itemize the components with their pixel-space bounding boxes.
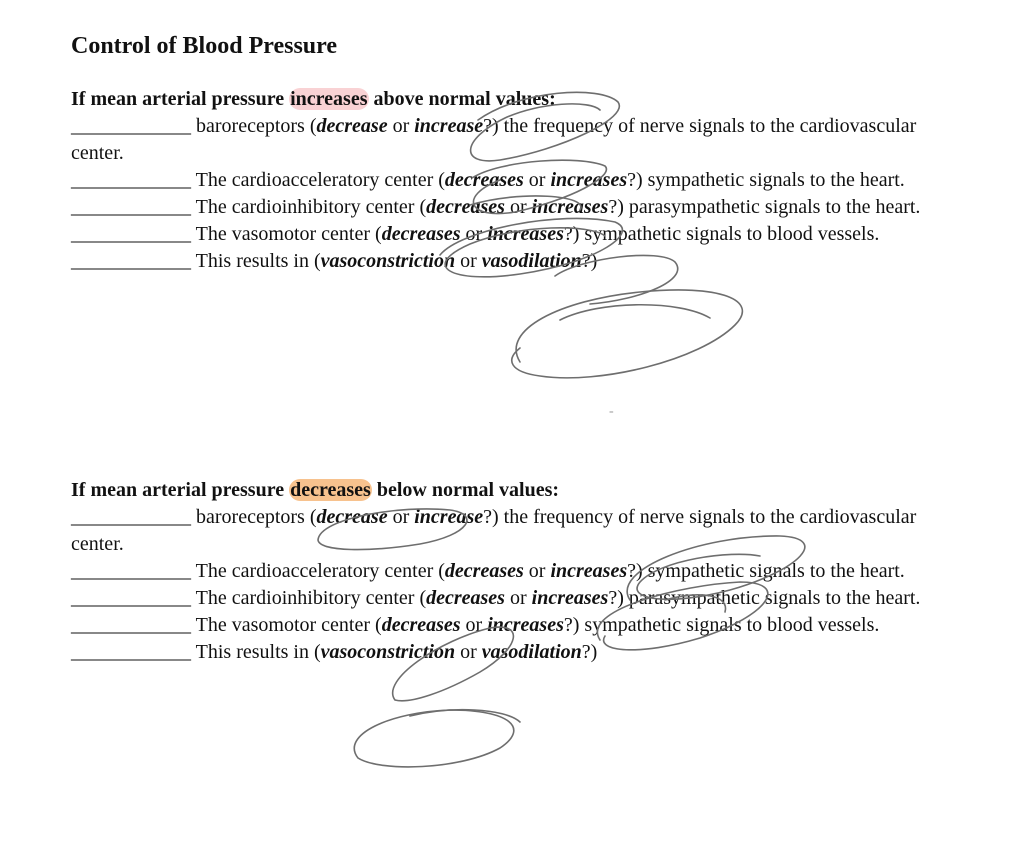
scribble-loop [410, 710, 520, 722]
option-1: decreases [444, 560, 524, 582]
highlighted-word: decreases [290, 479, 371, 501]
answer-blank[interactable]: ____________ [71, 560, 191, 582]
question-text: ?) sympathetic signals to blood vessels. [563, 223, 880, 245]
question-item [71, 504, 971, 558]
question-text: ?) sympathetic signals to the heart. [627, 560, 905, 582]
question-text: ?) sympathetic signals to blood vessels. [563, 614, 880, 636]
option-2: increase [414, 506, 484, 528]
option-2: vasodilation [481, 641, 582, 663]
answer-blank[interactable]: ____________ [71, 223, 191, 245]
heading-text: above normal values: [368, 88, 556, 110]
question-text: The vasomotor center ( [191, 223, 382, 245]
question-text: or [387, 115, 415, 137]
question-text: The vasomotor center ( [191, 614, 382, 636]
question-item [71, 113, 971, 167]
scribble-loop [560, 305, 710, 320]
question-item [71, 585, 971, 612]
page-title: Control of Blood Pressure [71, 33, 338, 59]
answer-blank[interactable]: ____________ [71, 250, 191, 272]
answer-blank[interactable]: ____________ [71, 196, 191, 218]
question-text: baroreceptors ( [191, 506, 317, 528]
question-item [71, 221, 971, 248]
question-item [71, 558, 971, 585]
question-text: or [460, 223, 488, 245]
question-text: This results in ( [191, 250, 321, 272]
heading-text: below normal values: [371, 479, 560, 501]
question-text: ?) the frequency of nerve signals to the cardiovascular center. [71, 506, 917, 555]
question-text: or [455, 250, 482, 272]
scribble-loop [512, 290, 743, 378]
highlighted-word: increases [290, 88, 368, 110]
question-text: or [504, 196, 532, 218]
question-text: The cardioacceleratory center ( [191, 169, 445, 191]
answer-blank[interactable]: ____________ [71, 115, 191, 137]
option-1: decreases [381, 223, 461, 245]
option-2: increases [531, 587, 609, 609]
question-text: The cardioinhibitory center ( [191, 196, 427, 218]
question-text: or [523, 560, 551, 582]
answer-blank[interactable]: ____________ [71, 169, 191, 191]
option-1: decrease [316, 115, 388, 137]
stray-mark: - [609, 404, 614, 419]
question-text: or [455, 641, 482, 663]
question-text: ?) the frequency of nerve signals to the cardiovascular center. [71, 115, 917, 164]
option-1: vasoconstriction [320, 250, 456, 272]
question-text: or [460, 614, 488, 636]
question-text: The cardioacceleratory center ( [191, 560, 445, 582]
heading-text: If mean arterial pressure [71, 479, 290, 501]
option-1: decreases [426, 587, 505, 609]
question-text: This results in ( [191, 641, 321, 663]
question-text: ?) [581, 250, 598, 272]
option-2: increases [550, 169, 628, 191]
question-text: ?) [581, 641, 598, 663]
question-text: baroreceptors ( [191, 115, 317, 137]
question-item [71, 167, 971, 194]
option-2: increases [487, 614, 564, 636]
question-item [71, 248, 971, 275]
option-1: decreases [444, 169, 524, 191]
section-heading [71, 477, 971, 504]
question-text: ?) parasympathetic signals to the heart. [608, 196, 921, 218]
scribble-loop [354, 710, 514, 767]
question-text: or [387, 506, 415, 528]
question-text: ?) sympathetic signals to the heart. [627, 169, 905, 191]
heading-text: If mean arterial pressure [71, 88, 290, 110]
question-item [71, 612, 971, 639]
option-2: increases [550, 560, 628, 582]
answer-blank[interactable]: ____________ [71, 614, 191, 636]
question-text: The cardioinhibitory center ( [191, 587, 427, 609]
question-text: or [523, 169, 551, 191]
option-1: vasoconstriction [320, 641, 456, 663]
section-heading [71, 86, 971, 113]
question-text: ?) parasympathetic signals to the heart. [608, 587, 921, 609]
section-increase [71, 86, 971, 275]
option-2: increase [414, 115, 484, 137]
option-2: increases [531, 196, 609, 218]
question-item [71, 194, 971, 221]
question-item [71, 639, 971, 666]
option-2: increases [487, 223, 564, 245]
answer-blank[interactable]: ____________ [71, 587, 191, 609]
answer-blank[interactable]: ____________ [71, 506, 191, 528]
question-text: or [504, 587, 532, 609]
answer-blank[interactable]: ____________ [71, 641, 191, 663]
option-1: decrease [316, 506, 388, 528]
option-1: decreases [381, 614, 461, 636]
section-decrease [71, 477, 971, 666]
option-1: decreases [426, 196, 505, 218]
option-2: vasodilation [481, 250, 582, 272]
